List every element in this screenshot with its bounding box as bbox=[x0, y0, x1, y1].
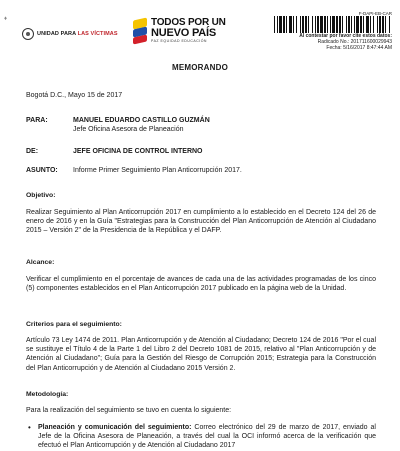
de-label: DE: bbox=[26, 148, 39, 155]
criterios-paragraph: Artículo 73 Ley 1474 de 2011. Plan Anticorrupción y de Atención al Ciudadano; Decreto 124 de 2016 "Por el cual se sustituye el Título 4 de la Parte 1 del Libro 2 del Decreto 1081 de 2015, relativo al "Plan Anticorrupción y de Atención al Ciudadano"; Guía para la Gestión del Riesgo de Corrupción 2015; Estrategia para la Construcción del Plan Anticorrupción y de Atención al Ciudadano 2015 Versión 2. bbox=[26, 337, 376, 372]
memo-title: MEMORANDO bbox=[171, 63, 229, 72]
metodologia-paragraph: Para la realización del seguimiento se tuvo en cuenta lo siguiente: bbox=[26, 407, 232, 414]
bullet-text: Correo electrónico del 29 de marzo de 2017, enviado al Jefe de la Oficina Asesora de Planeación, a través del cual la OCI informó acerca de la verificación que efectuó el Plan Anticorrupción y de Atención al Ciudadano 2017 bbox=[38, 424, 376, 450]
alcance-heading: Alcance: bbox=[26, 259, 55, 266]
unidad-victimas-logo: UNIDAD PARA LAS VÍCTIMAS bbox=[22, 28, 118, 40]
radicado-instruction: Al contestar por favor cite estos datos: bbox=[299, 33, 392, 39]
objetivo-heading: Objetivo: bbox=[26, 192, 56, 199]
todos-por-un-nuevo-pais-logo: TODOS POR UN NUEVO PAÍS PAZ EQUIDAD EDUCACIÓN bbox=[133, 18, 226, 44]
para-field bbox=[26, 116, 210, 134]
para-name: MANUEL EDUARDO CASTILLO GUZMÁN bbox=[73, 117, 210, 124]
metodologia-bullet bbox=[28, 423, 376, 451]
barcode-id: F-DAPI-EB-CAR bbox=[358, 11, 392, 16]
asunto-label: ASUNTO: bbox=[26, 167, 58, 174]
objetivo-paragraph: Realizar Seguimiento al Plan Anticorrupción 2017 en cumplimiento a lo establecido en el Decreto 124 del 26 de enero de 2016 y en la Guía "Estrategias para la Construcción del Plan Anticorrupción de Atención al Ciudadano 2015 – Versión 2" de la Presidencia de la República y el DAFP. bbox=[26, 209, 376, 235]
barcode-icon bbox=[274, 16, 392, 33]
de-field bbox=[26, 147, 203, 156]
radicado-number: Radicado No.: 201711600029943 bbox=[317, 39, 392, 45]
coat-of-arms-icon bbox=[22, 28, 34, 40]
bullet-icon: • bbox=[28, 423, 31, 432]
document-header bbox=[0, 6, 400, 52]
bullet-heading: Planeación y comunicación del seguimiento: bbox=[38, 424, 192, 431]
alcance-paragraph: Verificar el cumplimiento en el porcentaje de avances de cada una de las actividades programadas de los cinco (5) componentes establecidos en el Plan Anticorrupción 2017 publicado en la página web de la Unidad. bbox=[26, 276, 376, 293]
corner-mark: ♦ bbox=[4, 16, 8, 22]
flag-ribbon-icon bbox=[133, 19, 147, 43]
metodologia-heading: Metodología: bbox=[26, 391, 69, 398]
radicado-stamp bbox=[274, 11, 392, 51]
de-value: JEFE OFICINA DE CONTROL INTERNO bbox=[73, 148, 203, 155]
criterios-heading: Criterios para el seguimiento: bbox=[26, 321, 122, 328]
para-label: PARA: bbox=[26, 117, 48, 124]
memo-dateline: Bogotá D.C., Mayo 15 de 2017 bbox=[26, 92, 123, 99]
para-role: Jefe Oficina Asesora de Planeación bbox=[73, 126, 184, 133]
asunto-value: Informe Primer Seguimiento Plan Anticorrupción 2017. bbox=[73, 167, 242, 174]
radicado-date: Fecha: 5/16/2017 8:47:44 AM bbox=[326, 45, 392, 51]
asunto-field bbox=[26, 166, 242, 175]
